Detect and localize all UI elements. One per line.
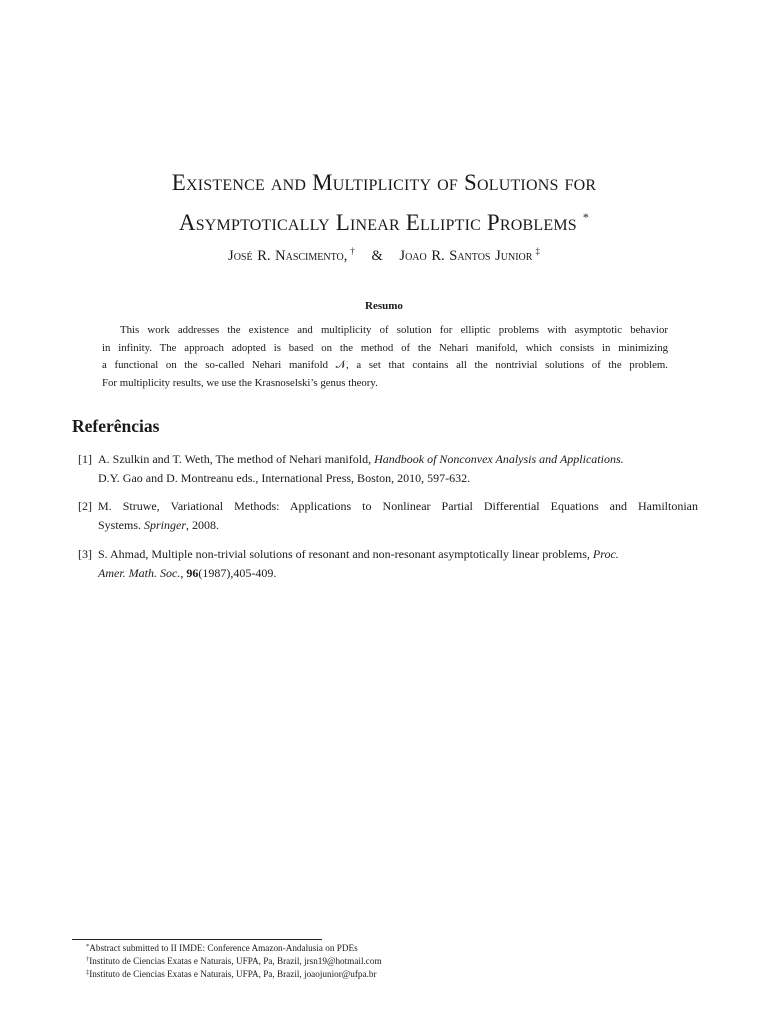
reference-3-line-1 [98, 545, 698, 564]
paper-title-line-2 [60, 200, 708, 240]
footnote-1 [86, 941, 358, 955]
title-footnote-mark: * [582, 210, 590, 224]
reference-3-number: [3] [78, 547, 92, 561]
reference-3-pages: (1987),405-409. [198, 566, 277, 580]
footnote-1-text: Abstract submitted to II IMDE: Conference Amazon-Andalusia on PDEs [89, 943, 358, 953]
reference-3-volume: 96 [186, 566, 199, 580]
author-separator: & [371, 248, 383, 264]
footnote-3 [86, 967, 377, 981]
author-2-mark: ‡ [535, 246, 540, 256]
footnote-2-mark: † [86, 956, 90, 963]
paper-title-line-1 [60, 166, 708, 200]
title-text-2: Asymptotically Linear Elliptic Problems [178, 210, 577, 235]
reference-1-authors: A. Szulkin and T. Weth, The method of Nehari manifold, [98, 452, 375, 466]
reference-3-comma: , [180, 566, 187, 580]
footnote-2-text: Instituto de Ciencias Exatas e Naturais, UFPA, Pa, Brazil, jrsn19@hotmail.com [89, 956, 382, 966]
author-1: José R. Nascimento, [228, 248, 348, 264]
abstract-body [102, 322, 668, 392]
footnote-2 [86, 954, 382, 968]
reference-2 [78, 497, 698, 535]
title-text-1: Existence and Multiplicity of Solutions for [171, 170, 597, 195]
reference-2-year: , 2008. [186, 518, 220, 532]
footnote-rule [72, 939, 322, 940]
author-line [60, 246, 708, 265]
reference-3 [78, 545, 698, 583]
abstract-line-3: a functional on the so-called Nehari manifold 𝒩, a set that contains all the nontrivial solutions of the problem. [102, 359, 668, 372]
reference-3-authors: S. Ahmad, Multiple non-trivial solutions of resonant and non-resonant asymptotically linear problems, [98, 547, 593, 561]
reference-2-number: [2] [78, 499, 92, 513]
reference-3-line-2 [98, 564, 698, 583]
reference-1-line-1 [98, 450, 698, 469]
reference-2-line-2 [98, 516, 698, 535]
reference-3-venue-part-1: Proc. [592, 547, 619, 561]
footnote-3-text: Instituto de Ciencias Exatas e Naturais, UFPA, Pa, Brazil, joaojunior@ufpa.br [89, 969, 377, 979]
author-2: Joao R. Santos Junior [399, 248, 533, 264]
references-heading: Referências [72, 416, 160, 436]
footnote-3-mark: ‡ [86, 969, 90, 976]
abstract-heading: Resumo [365, 300, 403, 312]
abstract-line-4: For multiplicity results, we use the Krasnoselski’s genus theory. [102, 376, 378, 389]
reference-2-publisher: Springer [144, 518, 187, 532]
reference-2-systems: Systems. [98, 518, 145, 532]
reference-1 [78, 450, 698, 488]
footnote-1-mark: * [86, 943, 90, 950]
abstract-line-1: This work addresses the existence and multiplicity of solution for elliptic problems with asymptotic behavior [120, 324, 668, 336]
reference-2-line-1: M. Struwe, Variational Methods: Applications to Nonlinear Partial Differential Equations and Hamiltonian [98, 499, 698, 513]
abstract-line-2: in infinity. The approach adopted is based on the method of the Nehari manifold, which consists in minimizing [102, 341, 668, 354]
reference-1-number: [1] [78, 452, 92, 466]
author-1-mark: † [350, 246, 355, 256]
reference-3-venue-part-2: Amer. Math. Soc. [98, 566, 181, 580]
reference-1-venue: Handbook of Nonconvex Analysis and Applications. [374, 452, 624, 466]
reference-1-line-2: D.Y. Gao and D. Montreanu eds., International Press, Boston, 2010, 597-632. [98, 471, 471, 485]
